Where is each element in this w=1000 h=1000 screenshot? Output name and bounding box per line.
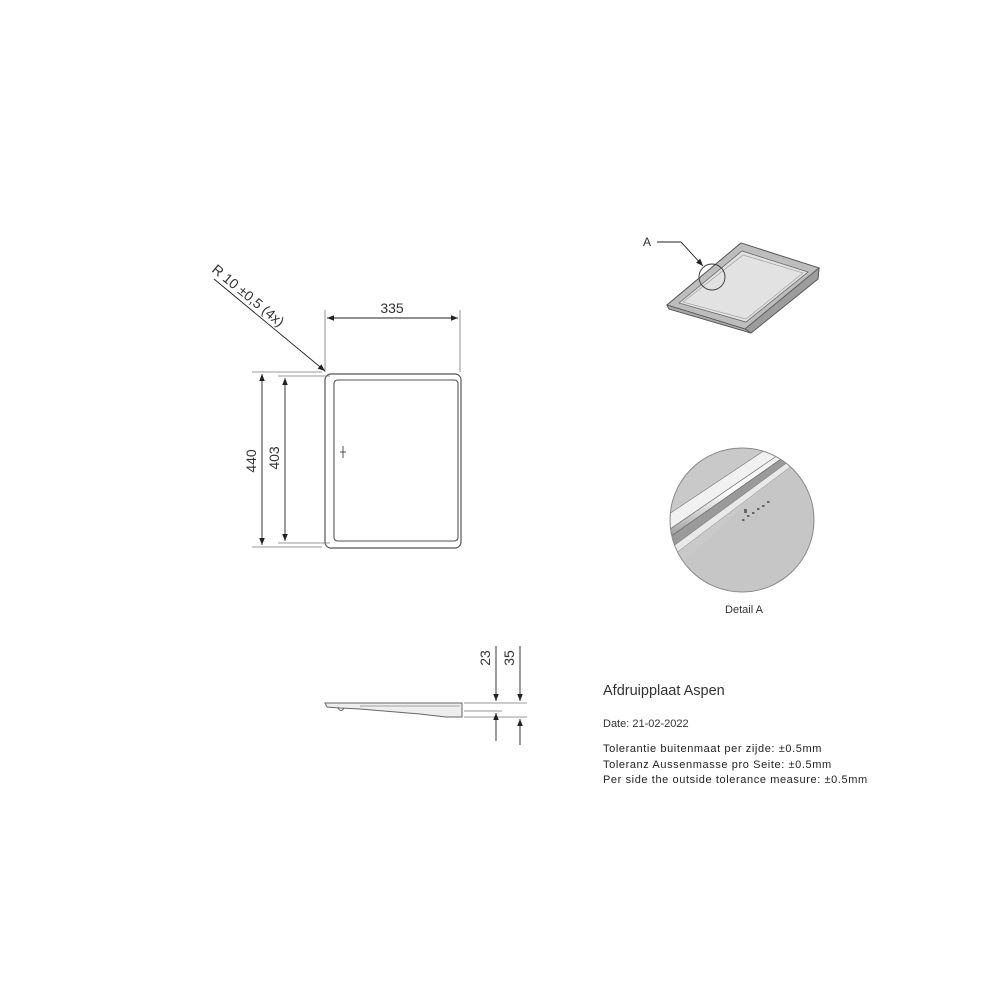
top-view bbox=[209, 261, 461, 548]
tolerance-english: Per side the outside tolerance measure: ±0.5mm bbox=[603, 774, 868, 786]
width-label: 335 bbox=[380, 300, 404, 316]
iso-callout-label: A bbox=[643, 235, 652, 249]
drawing-title: Afdruipplaat Aspen bbox=[603, 683, 725, 699]
side-profile bbox=[325, 703, 462, 717]
radius-leader-line bbox=[214, 279, 325, 371]
side-view bbox=[325, 646, 527, 745]
radius-label: R 10 ±0,5 (4x) bbox=[209, 260, 288, 330]
tolerance-german: Toleranz Aussenmasse pro Seite: ±0.5mm bbox=[603, 758, 832, 771]
drawing-date: Date: 21-02-2022 bbox=[603, 718, 689, 730]
plate-outline bbox=[325, 374, 461, 548]
title-block bbox=[603, 683, 983, 789]
side-height-35-label: 35 bbox=[501, 650, 517, 666]
plate-recess-outline bbox=[334, 380, 458, 541]
side-height-23-label: 23 bbox=[477, 650, 493, 666]
drain-mark bbox=[340, 446, 346, 458]
inner-height-label: 403 bbox=[266, 446, 282, 470]
outer-height-label: 440 bbox=[243, 449, 259, 473]
iso-callout-leader bbox=[657, 242, 703, 266]
detail-a-view bbox=[660, 440, 840, 620]
isometric-view bbox=[643, 235, 819, 333]
tolerance-dutch: Tolerantie buitenmaat per zijde: ±0.5mm bbox=[603, 743, 822, 755]
detail-caption: Detail A bbox=[725, 604, 763, 616]
